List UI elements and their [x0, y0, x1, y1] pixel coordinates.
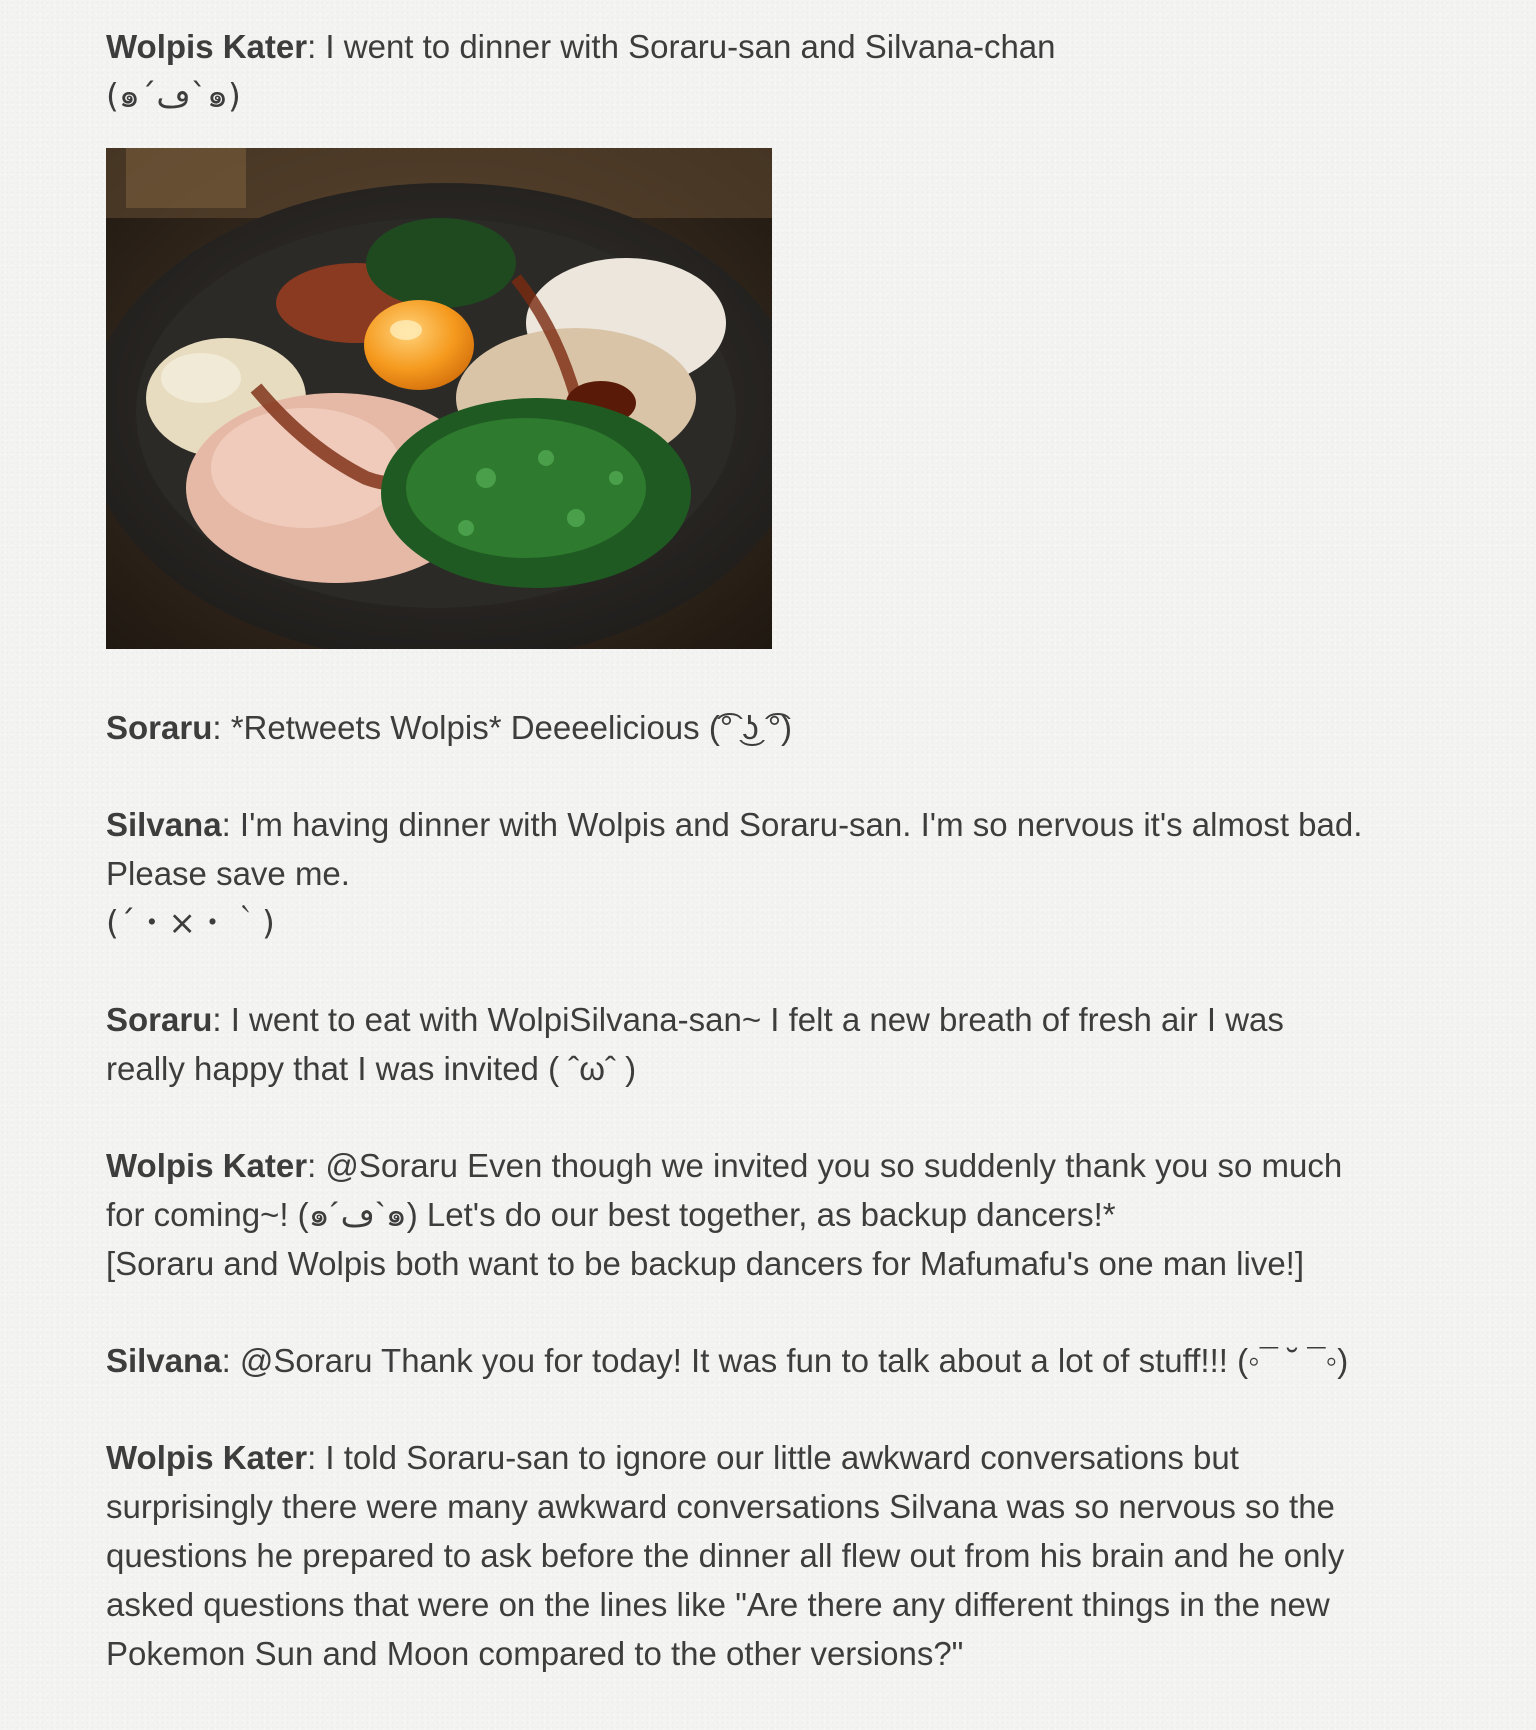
post-line: [106, 22, 1436, 71]
post-wolpis-dinner: [106, 22, 1436, 120]
speaker-name: Wolpis Kater: [106, 1147, 308, 1184]
post-wolpis-awkward: [106, 1433, 1436, 1678]
speaker-name: Soraru: [106, 1001, 213, 1038]
post-wolpis-thanks: [106, 1141, 1436, 1288]
post-text: Pokemon Sun and Moon compared to the other versions?": [106, 1635, 964, 1672]
post-text: Please save me.: [106, 855, 350, 892]
speaker-name: Soraru: [106, 709, 213, 746]
post-line: [106, 1433, 1436, 1482]
post-line: [106, 1141, 1436, 1190]
post-line: [106, 800, 1436, 849]
post-soraru-happy: [106, 995, 1436, 1093]
post-text: : *Retweets Wolpis* Deeeelicious (͡° ͜ʖ ͡°): [212, 709, 793, 746]
post-text: : I went to dinner with Soraru-san and Silvana-chan: [307, 28, 1056, 65]
dinner-bibimbap-photo: [106, 148, 772, 649]
kaomoji-text: (๑´ڡ`๑): [106, 76, 241, 115]
post-text: really happy that I was invited ( ˆωˆ ): [106, 1050, 637, 1087]
speaker-name: Wolpis Kater: [106, 28, 308, 65]
speaker-name: Silvana: [106, 1342, 222, 1379]
translator-note: [Soraru and Wolpis both want to be backup dancers for Mafumafu's one man live!]: [106, 1245, 1305, 1282]
post-text: : I went to eat with WolpiSilvana-san~ I felt a new breath of fresh air I was: [212, 1001, 1284, 1038]
kaomoji-text: (´・×・｀): [106, 903, 275, 942]
speaker-name: Wolpis Kater: [106, 1439, 308, 1476]
post-text: surprisingly there were many awkward conversations Silvana was so nervous so the: [106, 1488, 1335, 1525]
post-text: for coming~! (๑´ڡ`๑) Let's do our best together, as backup dancers!*: [106, 1196, 1116, 1233]
post-silvana-thanks: [106, 1336, 1436, 1385]
post-soraru-retweet: [106, 703, 1436, 752]
post-text: : I'm having dinner with Wolpis and Soraru-san. I'm so nervous it's almost bad.: [221, 806, 1363, 843]
post-text: : @Soraru Thank you for today! It was fun to talk about a lot of stuff!!! (◦¯ ˘ ¯◦): [221, 1342, 1349, 1379]
post-line: [106, 995, 1436, 1044]
post-line: [106, 1336, 1436, 1385]
post-text: : @Soraru Even though we invited you so suddenly thank you so much: [307, 1147, 1343, 1184]
post-text: : I told Soraru-san to ignore our little awkward conversations but: [307, 1439, 1239, 1476]
post-silvana-nervous: [106, 800, 1436, 947]
speaker-name: Silvana: [106, 806, 222, 843]
tweet-translation-document: [106, 22, 1436, 1678]
post-line: [106, 703, 1436, 752]
post-text: asked questions that were on the lines like "Are there any different things in the new: [106, 1586, 1330, 1623]
post-text: questions he prepared to ask before the dinner all flew out from his brain and he only: [106, 1537, 1345, 1574]
